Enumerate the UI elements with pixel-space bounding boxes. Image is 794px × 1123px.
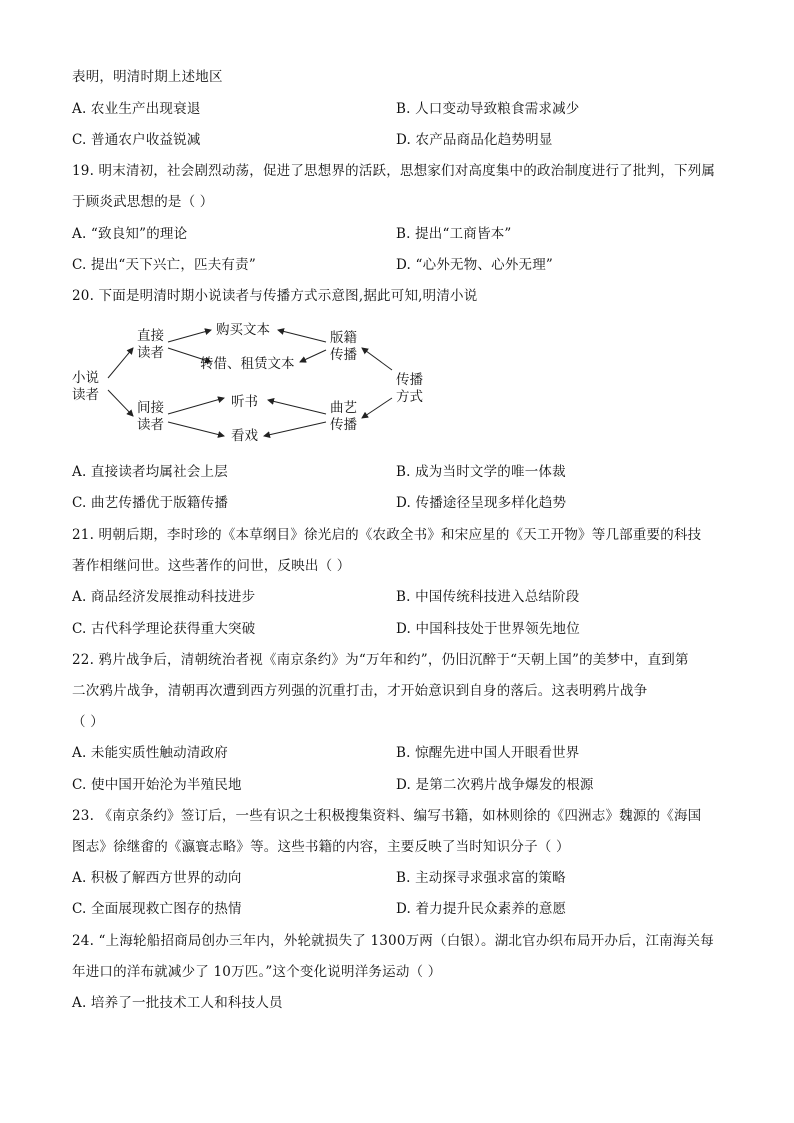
diagram-node-borrow-text: 转借、租赁文本: [200, 356, 295, 372]
diagram-node-direct-readers: [137, 328, 164, 362]
q21-stem-line2: 著作相继问世。这些著作的问世，反映出（ ）: [72, 558, 351, 574]
q22-option-c: C. 使中国开始沦为半殖民地: [72, 777, 242, 793]
diagram-node-indirect-readers: [137, 400, 164, 434]
q18-option-d: D. 农产品商品化趋势明显: [396, 132, 553, 148]
q21-option-b: B. 中国传统科技进入总结阶段: [396, 589, 580, 605]
q23-option-d: D. 着力提升民众素养的意愿: [396, 901, 567, 917]
diagram-node-transmission-mode: [396, 372, 423, 406]
q23-stem-line2: 图志》徐继畬的《瀛寰志略》等。这些书籍的内容，主要反映了当时知识分子（ ）: [72, 839, 570, 855]
q21-option-c: C. 古代科学理论获得重大突破: [72, 621, 256, 637]
q20-option-a: A. 直接读者均属社会上层: [72, 464, 228, 480]
diagram-node-novel-readers: [72, 370, 99, 404]
q21-option-d: D. 中国科技处于世界领先地位: [396, 621, 580, 637]
reader-transmission-diagram: [68, 318, 438, 448]
q20-stem: 20. 下面是明清时期小说读者与传播方式示意图,据此可知,明清小说: [72, 288, 478, 304]
q19-option-b: B. 提出“工商皆本”: [396, 226, 512, 242]
q22-option-d: D. 是第二次鸦片战争爆发的根源: [396, 777, 594, 793]
diagram-node-print-transmission: [330, 330, 357, 364]
node-print-line2: 传播: [330, 347, 357, 363]
q19-option-c: C. 提出“天下兴亡，匹夫有责”: [72, 257, 256, 273]
node-perform-line1: 曲艺: [330, 400, 357, 416]
node-readers-line1: 小说: [72, 370, 99, 386]
q22-option-b: B. 惊醒先进中国人开眼看世界: [396, 745, 580, 761]
q22-stem-line3: （ ）: [72, 714, 104, 730]
node-mode-line1: 传播: [396, 372, 423, 388]
q22-option-a: A. 未能实质性触动清政府: [72, 745, 228, 761]
q19-stem-line1: 19. 明末清初，社会剧烈动荡，促进了思想界的活跃，思想家们对高度集中的政治制度进行了批判，下列属: [72, 163, 716, 179]
q20-option-b: B. 成为当时文学的唯一体裁: [396, 464, 566, 480]
q18-option-c: C. 普通农户收益锐减: [72, 132, 201, 148]
q22-stem-line2: 二次鸦片战争，清朝再次遭到西方列强的沉重打击，才开始意识到自身的落后。这表明鸦片战争: [72, 683, 648, 699]
q18-option-b: B. 人口变动导致粮食需求减少: [396, 101, 580, 117]
q19-stem-line2: 于顾炎武思想的是（ ）: [72, 194, 214, 210]
node-perform-line2: 传播: [330, 417, 357, 433]
intro-text: 表明，明清时期上述地区: [72, 69, 223, 85]
q24-stem-line2: 年进口的洋布就减少了 10万匹。”这个变化说明洋务运动（ ）: [72, 964, 442, 980]
q21-option-a: A. 商品经济发展推动科技进步: [72, 589, 256, 605]
diagram-node-listen: 听书: [231, 394, 258, 410]
node-direct-line2: 读者: [137, 345, 164, 361]
node-readers-line2: 读者: [72, 387, 99, 403]
q19-option-d: D. “心外无物、心外无理”: [396, 257, 554, 273]
q19-option-a: A. “致良知”的理论: [72, 226, 188, 242]
diagram-node-performance-transmission: [330, 400, 357, 434]
q20-option-d: D. 传播途径呈现多样化趋势: [396, 495, 567, 511]
diagram-node-buy-text: 购买文本: [216, 322, 270, 338]
node-direct-line1: 直接: [137, 328, 164, 344]
node-indirect-line1: 间接: [137, 400, 164, 416]
diagram-node-watch-play: 看戏: [231, 428, 258, 444]
node-print-line1: 版籍: [330, 330, 357, 346]
q18-option-a: A. 农业生产出现衰退: [72, 101, 201, 117]
q23-option-b: B. 主动探寻求强求富的策略: [396, 870, 566, 886]
q23-option-a: A. 积极了解西方世界的动向: [72, 870, 242, 886]
q21-stem-line1: 21. 明朝后期，李时珍的《本草纲目》徐光启的《农政全书》和宋应星的《天工开物》等几部重要的科技: [72, 527, 702, 543]
q20-option-c: C. 曲艺传播优于版籍传播: [72, 495, 229, 511]
q23-stem-line1: 23. 《南京条约》签订后，一些有识之士积极搜集资料、编写书籍，如林则徐的《四洲志》魏源的《海国: [72, 808, 702, 824]
node-indirect-line2: 读者: [137, 417, 164, 433]
q24-option-a: A. 培养了一批技术工人和科技人员: [72, 995, 283, 1011]
node-mode-line2: 方式: [396, 389, 423, 405]
q22-stem-line1: 22. 鸦片战争后，清朝统治者视《南京条约》为“万年和约”，仍旧沉醉于“天朝上国”的美梦中，直到第: [72, 652, 689, 668]
q23-option-c: C. 全面展现救亡图存的热情: [72, 901, 242, 917]
q24-stem-line1: 24. “上海轮船招商局创办三年内，外轮就损失了 1300万两（白银）。湖北官办织布局开办后，江南海关每: [72, 933, 714, 949]
